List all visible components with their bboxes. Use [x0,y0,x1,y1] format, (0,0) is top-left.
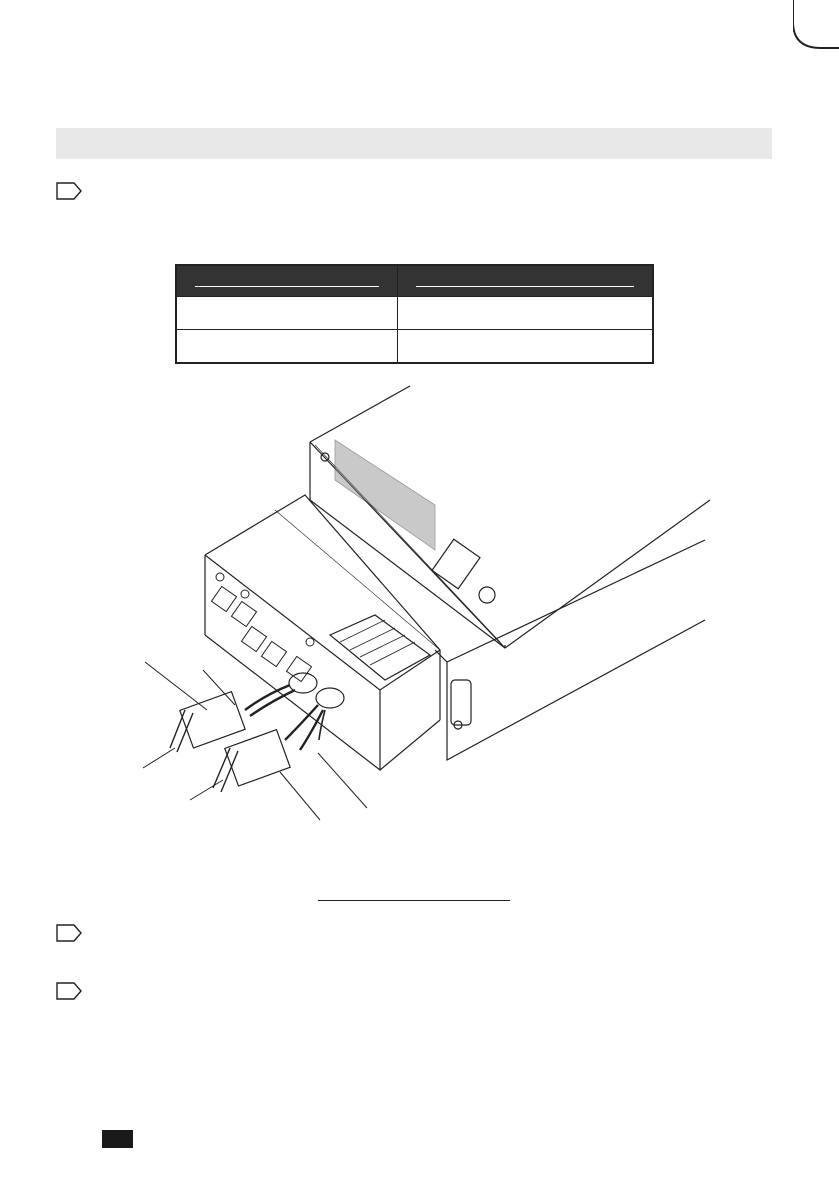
section-header-bar [56,128,772,159]
table-cell [176,330,398,364]
table-cell [398,330,654,364]
table-header-cell [398,265,654,297]
page-number-box [102,1130,133,1148]
step-tag-icon [56,982,82,1000]
table-row [176,330,653,364]
expansion-module-drawing [205,495,440,770]
table-header-row [176,265,653,297]
step-tag-icon [56,182,82,200]
table-row [176,297,653,330]
callout-leaders [143,662,367,820]
lower-unit-drawing [435,540,705,760]
table-cell [398,297,654,330]
ups-rear-panel-illustration [135,380,715,830]
spec-table [175,264,654,364]
upper-unit-drawing [310,386,710,648]
step-tag-icon [56,924,82,942]
cable-assembly-drawing [170,685,325,792]
table-cell [176,297,398,330]
figure-caption-underline [318,900,510,901]
corner-fold-icon [793,0,839,50]
table-header-cell [176,265,398,297]
